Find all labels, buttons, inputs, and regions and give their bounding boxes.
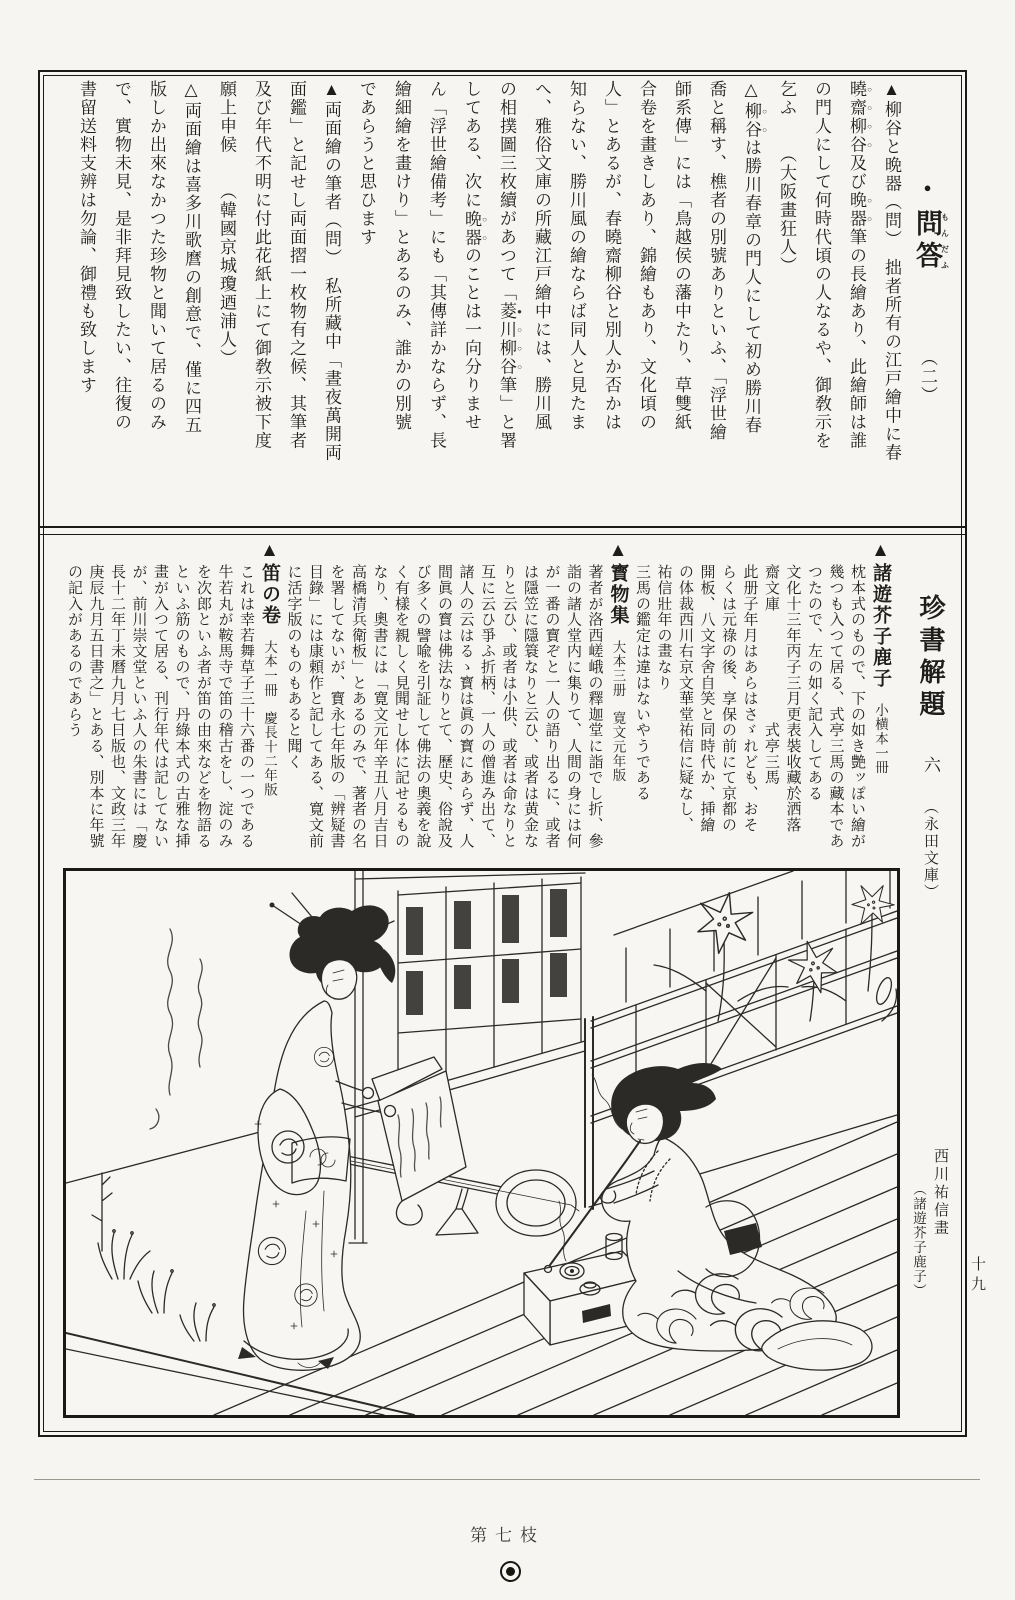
text-column: に活字版のものもあると聞く xyxy=(285,564,302,770)
text-column: 喬と稱す、樵者の別號ありといふ、「浮世繪 xyxy=(707,80,726,442)
entry-date: 寛文元年版 xyxy=(610,711,626,783)
footer-rule xyxy=(34,1479,980,1480)
woodblock-print-illustration xyxy=(66,871,897,1415)
entry-format: 大本一冊 xyxy=(262,640,277,698)
rare-books-title: 珍書解題 xyxy=(916,594,945,722)
text-column: 開板、八文字舍自笑と同時代か、挿繪 xyxy=(698,564,715,833)
entry-heading xyxy=(256,540,282,858)
text-column: 目錄」には康頼作と記してある、寛文前 xyxy=(307,564,323,849)
text-column: び多くの譬喩を引証して佛法の奧義を說 xyxy=(414,564,431,849)
text-column: 庚辰九月五日書之」とある、別本に年號 xyxy=(87,564,104,849)
text-column: らくは元祿の後、享保の前にて京都の xyxy=(720,564,736,833)
print-title: （諸遊芥子鹿子） xyxy=(911,1182,926,1298)
text-column: 及び年代不明に付此花紙上にて御敎示被下度 xyxy=(252,80,271,450)
text-column: 願上申候 （韓國京城瓊迺浦人） xyxy=(217,80,236,368)
entry-format: 大本三册 xyxy=(610,640,626,698)
rare-books-number: 六 xyxy=(921,756,940,773)
text-column: △両面繪は喜多川歌麿の創意で、僅に四五 xyxy=(182,80,201,435)
text-column: 師系傳」には「鳥越侯の藩中たり、草雙紙 xyxy=(672,80,691,432)
text-column: 畫が入つて居る、刊行年代は記してない xyxy=(152,564,168,849)
text-column: 齋文庫 式亭三馬 xyxy=(763,564,779,786)
text-column: 合卷を畫きしあり、錦繪もあり、文化頃の xyxy=(637,80,656,432)
qa-text-block xyxy=(58,80,949,524)
standing-woman-figure xyxy=(238,893,466,1370)
entry-heading xyxy=(867,540,893,858)
entry-title: ▲笛の卷 xyxy=(259,540,280,626)
page-frame xyxy=(38,70,967,1437)
text-column: といふ筋のもので、丹綠本式の古雅な挿 xyxy=(173,564,190,849)
text-column: が一番の寳ぞと一人の語り出るに、或者 xyxy=(543,564,560,849)
text-column: 此册子年月はあらはさゞれども、おそ xyxy=(741,564,758,833)
text-column: △柳谷 ○○は勝川春章の門人にして初め勝川春 xyxy=(742,80,769,435)
entry-date: 慶長十二年版 xyxy=(262,711,277,798)
qa-section-header xyxy=(909,80,949,524)
target-mark-icon xyxy=(500,1561,521,1582)
rare-books-header xyxy=(912,594,949,1024)
text-column: を次郎といふ者が笛の由來などを物語る xyxy=(195,564,211,849)
text-column: 互に云ひ爭ふ折柄、一人の僧進み出て、 xyxy=(479,564,495,849)
text-column: く有樣を親しく見聞せし体に記せるもの xyxy=(393,564,409,849)
text-column: の門人にして何時代頃の人なるや、御敎示を xyxy=(812,80,831,450)
text-column: 三馬の鑑定は違はないやうである xyxy=(634,564,650,801)
text-column: へ、雅俗文庫の所藏江戸繪中には、勝川風 xyxy=(532,80,551,432)
text-column: 繪細繪を畫けり」とあるのみ、誰かの別號 xyxy=(392,80,411,432)
rare-books-collection: （永田文庫） xyxy=(922,799,938,901)
print-artist: 西川祐信畫 xyxy=(932,1148,948,1238)
text-column: つたので、左の如く記入してある xyxy=(806,564,822,801)
text-column: 詣の諸人堂内に集りて、人間の身には何 xyxy=(565,564,581,849)
text-column: で、實物未見、是非拜見致したい、往復の xyxy=(112,80,131,432)
text-column: 版しか出來なかつた珍物と聞いて居るのみ xyxy=(147,80,166,432)
entry-title: ▲諸遊芥子鹿子 xyxy=(870,540,891,689)
text-column: 高橋清兵衛板」とあるのみで、著者の名 xyxy=(350,564,366,849)
text-column: であらうと思ひます xyxy=(357,80,376,247)
text-column: 牛若丸が鞍馬寺で笛の稽古をし、淀のみ xyxy=(216,564,233,849)
text-column: 著者が洛西嵯峨の釋迦堂に詣でし折、參 xyxy=(586,564,603,849)
section-bullet-icon: ● xyxy=(920,180,935,197)
text-column: 知らない、勝川風の繪ならば同人と見たま xyxy=(567,80,586,432)
text-column: の相撲圖三枚續があつて「菱川柳谷 ●○○○筆」と署 xyxy=(497,80,524,450)
footer-title: 第七枝 xyxy=(470,1526,545,1545)
text-column: 人」とあるが、春曉齋柳谷と別人か否かは xyxy=(602,80,621,432)
text-column: 長十二年丁未曆九月七日版也、文政三年 xyxy=(109,564,125,849)
plectrum xyxy=(436,1189,478,1235)
page-number: 十九 xyxy=(969,1256,985,1296)
text-column: ▲両面繪の筆者（問） 私所藏中「晝夜萬開両 xyxy=(322,80,341,462)
interior-architecture xyxy=(66,871,897,1209)
text-column: ん「浮世繪備考」にも「其傳詳かならず、長 xyxy=(427,80,446,450)
text-column: 幾つも入つて居る、式亭三馬の藏本であ xyxy=(827,564,844,849)
text-column: 間眞の寳は佛法なりとて、歷史、俗說及 xyxy=(436,564,452,849)
rare-books-text-block xyxy=(52,540,893,858)
text-column: 文化十三年丙子三月更表裝收藏於洒落 xyxy=(784,564,801,833)
qa-issue-number: （二） xyxy=(918,348,937,404)
text-column: を署してないが、寳永七年版の「辨疑書 xyxy=(328,564,345,849)
text-column: 諸人の云はるゝ寳は眞の寳にあらず、人 xyxy=(457,564,474,849)
text-column: なり、奧書には「寛文元年辛丑八月吉日 xyxy=(371,564,388,849)
section-divider-rule xyxy=(38,526,967,535)
entry-heading xyxy=(605,540,631,858)
text-column: りと云ひ、或者は小供、或者は命なりと xyxy=(500,564,517,849)
text-column: 乞ふ （大阪畫狂人） xyxy=(777,80,796,275)
letter-scroll xyxy=(363,1057,467,1225)
text-column: これは幸若舞草子三十六番の一つである xyxy=(238,564,254,849)
woodblock-print xyxy=(63,868,900,1418)
calligraphy-inscription xyxy=(150,929,202,1129)
entry-title: ▲寳物集 xyxy=(607,540,629,626)
text-column: 書留送料支辨は勿論、御禮も致します xyxy=(77,80,96,395)
qa-section-title: 問答もんだふ xyxy=(912,208,950,273)
print-caption xyxy=(908,1148,951,1378)
text-column: 枕本式のもので、下の如き艶ッぽい繪が xyxy=(849,564,865,849)
text-column: ▲柳谷と晩器（問） 拙者所有の江戸繪中に春 xyxy=(882,80,901,462)
text-column: の体裁西川右京文華堂祐信に疑なし、 xyxy=(677,564,693,833)
text-column: してある、次に晩器 ○○のことは一向分りませ xyxy=(462,80,489,432)
text-column: 曉齋柳谷 ○○○○及び晩器 ○○筆の長繪あり、此繪師は誰 xyxy=(847,80,874,450)
text-column: が、前川崇文堂といふ人の朱書には「慶 xyxy=(130,564,147,849)
entry-format: 小横本一冊 xyxy=(873,703,888,775)
text-column: 面鑑」と記せし両面摺一枚物有之候、其筆者 xyxy=(287,80,306,450)
text-column: 祐信壯年の畫なり xyxy=(655,564,672,691)
text-column: の記入があるのであらう xyxy=(66,564,82,738)
garden-grass xyxy=(92,1173,215,1341)
text-column: は隱笠に隱簑なりと云ひ、或者は黄金な xyxy=(522,564,538,849)
